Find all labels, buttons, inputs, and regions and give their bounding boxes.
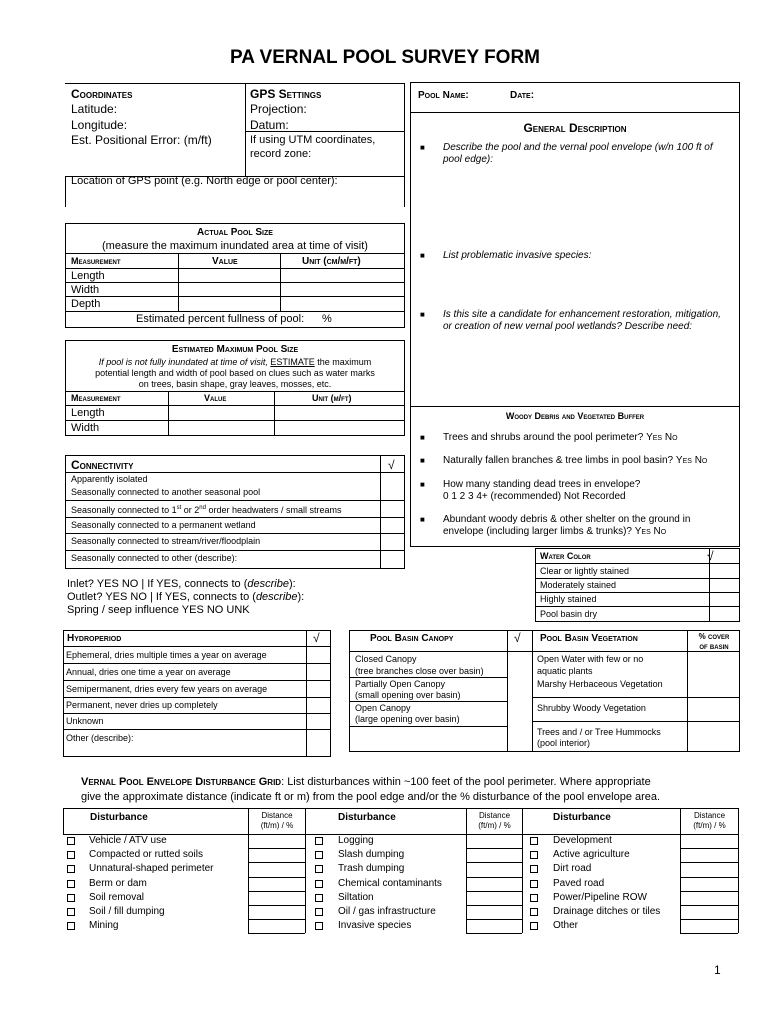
inlet-question: Inlet? YES NO | If YES, connects to (describe): — [67, 578, 296, 590]
distance-field[interactable] — [466, 933, 522, 934]
disturbance-checkbox[interactable] — [530, 851, 538, 859]
disturbance-item: Paved road — [553, 877, 605, 889]
general-description-heading: General Description — [523, 121, 627, 135]
water-basin-dry[interactable]: Pool basin dry — [540, 609, 598, 619]
disturbance-item: Compacted or rutted soils — [89, 849, 203, 861]
veg-shrubby[interactable]: Shrubby Woody Vegetation — [537, 703, 646, 713]
disturbance-checkbox[interactable] — [67, 837, 75, 845]
dead-trees-options[interactable]: 0 1 2 3 4+ (recommended) Not Recorded — [443, 491, 626, 502]
distance-field[interactable] — [466, 862, 522, 863]
depth-row-label: Depth — [71, 298, 101, 310]
distance-col-header-2: Distance (ft/m) / % — [478, 811, 511, 830]
measurement-col-header: Measurement — [71, 256, 121, 266]
longitude-label: Longitude: — [71, 118, 128, 132]
veg-open-water-desc: aquatic plants — [537, 666, 593, 676]
disturbance-item: Berm or dam — [89, 877, 147, 889]
restoration-candidate-prompt-2: or creation of new vernal pool wetlands? Describe need: — [443, 321, 693, 332]
grid-divider — [248, 834, 249, 933]
conn-row-seasonal-pool[interactable]: Seasonally connected to another seasonal pool — [71, 487, 261, 497]
disturbance-item: Active agriculture — [553, 849, 630, 861]
disturbance-checkbox[interactable] — [530, 865, 538, 873]
grid-divider — [305, 834, 306, 933]
canopy-partially-open[interactable]: Partially Open Canopy — [355, 679, 446, 689]
utm-note: If using UTM coordinates, — [250, 134, 376, 146]
hydroperiod-heading: Hydroperiod — [67, 633, 122, 644]
disturbance-checkbox[interactable] — [315, 851, 323, 859]
estimate-instructions-3: on trees, basin shape, gray leaves, mosses, etc. — [138, 379, 332, 389]
disturbance-checkbox[interactable] — [315, 922, 323, 930]
estimate-instructions-1: If pool is not fully inundated at time of visit, ESTIMATE the maximum — [98, 357, 372, 367]
distance-field[interactable] — [248, 848, 305, 849]
distance-field[interactable] — [466, 891, 522, 892]
value-col-header: Value — [212, 256, 238, 267]
distance-field[interactable] — [466, 877, 522, 878]
disturbance-item: Mining — [89, 920, 119, 932]
disturbance-checkbox[interactable] — [67, 865, 75, 873]
disturbance-grid-intro-2: give the approximate distance (indicate ft or m) from the pool edge and/or the % disturbance of the pool envelope area. — [81, 791, 661, 803]
disturbance-checkbox[interactable] — [530, 880, 538, 888]
disturbance-item: Siltation — [338, 891, 374, 903]
gps-point-location-label: Location of GPS point (e.g. North edge or pool center): — [71, 175, 338, 187]
disturbance-checkbox[interactable] — [67, 908, 75, 916]
conn-row-headwaters[interactable]: Seasonally connected to 1st or 2nd order headwaters / small streams — [71, 505, 342, 515]
coordinates-heading: Coordinates — [71, 87, 133, 101]
veg-trees-hummocks[interactable]: Trees and / or Tree Hummocks — [537, 727, 661, 737]
disturbance-grid-intro: Vernal Pool Envelope Disturbance Grid: List disturbances within ~100 feet of the pool perimeter. Where appropriate — [81, 776, 651, 788]
veg-open-water[interactable]: Open Water with few or no — [537, 654, 644, 664]
disturbance-item: Oil / gas infrastructure — [338, 906, 436, 917]
hydro-other[interactable]: Other (describe): — [66, 733, 134, 743]
gps-settings-heading: GPS Settings — [250, 87, 322, 101]
disturbance-item: Soil / fill dumping — [89, 906, 165, 917]
est-unit-col-header: Unit (m/ft) — [312, 393, 352, 403]
canopy-heading: Pool Basin Canopy — [370, 633, 454, 644]
disturbance-item: Drainage ditches or tiles — [553, 906, 661, 917]
distance-field[interactable] — [248, 919, 305, 920]
disturbance-checkbox[interactable] — [315, 908, 323, 916]
disturbance-item: Soil removal — [89, 891, 145, 903]
distance-col-header-3: Distance (ft/m) / % — [693, 811, 726, 830]
canopy-partially-open-desc: (small opening over basin) — [355, 690, 461, 700]
disturbance-item: Trash dumping — [338, 863, 405, 875]
canopy-open[interactable]: Open Canopy — [355, 703, 411, 713]
distance-field[interactable] — [680, 905, 738, 906]
date-label: Date: — [510, 90, 535, 101]
canopy-open-desc: (large opening over basin) — [355, 714, 460, 724]
length-row-label: Length — [71, 270, 105, 282]
veg-marshy[interactable]: Marshy Herbaceous Vegetation — [537, 679, 663, 689]
fullness-percent-sign: % — [322, 313, 332, 325]
outlet-question: Outlet? YES NO | If YES, connects to (describe): — [67, 591, 305, 603]
restoration-candidate-prompt: Is this site a candidate for enhancement restoration, mitigation, — [443, 309, 721, 320]
connectivity-check-header: √ — [388, 458, 395, 472]
page-number: 1 — [714, 963, 721, 977]
actual-pool-size-heading: Actual Pool Size — [197, 227, 273, 238]
disturbance-item: Power/Pipeline ROW — [553, 891, 647, 903]
disturbance-checkbox[interactable] — [67, 894, 75, 902]
grid-divider — [680, 834, 681, 933]
woody-debris-question: Abundant woody debris & other shelter on the ground in — [443, 514, 691, 525]
est-value-col-header: Value — [204, 393, 227, 403]
describe-pool-prompt-2: pool edge): — [443, 154, 494, 165]
unit-col-header: Unit (cm/m/ft) — [302, 256, 361, 267]
width-row-label: Width — [71, 284, 100, 296]
hydro-permanent[interactable]: Permanent, never dries up completely — [66, 700, 218, 710]
conn-row-isolated[interactable]: Apparently isolated — [71, 474, 148, 484]
hydroperiod-check-header: √ — [313, 631, 320, 645]
woody-debris-question-2: envelope (including larger limbs & trunks)? Yes No — [443, 526, 667, 537]
distance-col-header-1: Distance (ft/m) / % — [260, 811, 294, 830]
water-highly-stained[interactable]: Highly stained — [540, 594, 597, 604]
hydro-semipermanent[interactable]: Semipermanent, dries every few years on average — [66, 684, 268, 694]
distance-field[interactable] — [680, 933, 738, 934]
hydro-unknown[interactable]: Unknown — [66, 716, 104, 726]
woody-debris-heading: Woody Debris and Vegetated Buffer — [505, 411, 645, 421]
est-width-label: Width — [71, 422, 100, 434]
invasive-species-prompt: List problematic invasive species: — [443, 250, 592, 261]
disturbance-checkbox[interactable] — [530, 894, 538, 902]
dead-trees-question: How many standing dead trees in envelope? — [443, 479, 641, 490]
datum-label: Datum: — [250, 118, 289, 132]
disturbance-col-header-1: Disturbance — [90, 812, 148, 823]
fallen-branches-question: Naturally fallen branches & tree limbs in pool basin? Yes No — [443, 455, 708, 466]
disturbance-checkbox[interactable] — [530, 908, 538, 916]
actual-pool-size-subtitle: (measure the maximum inundated area at time of visit) — [102, 240, 368, 252]
spring-seep-question: Spring / seep influence YES NO UNK — [67, 604, 250, 616]
percent-cover-header: % cover of basin — [698, 632, 730, 651]
disturbance-item: Invasive species — [338, 920, 412, 932]
disturbance-checkbox[interactable] — [315, 880, 323, 888]
disturbance-checkbox[interactable] — [315, 894, 323, 902]
pool-name-label: Pool Name: — [418, 90, 469, 101]
canopy-closed-desc: (tree branches close over basin) — [355, 666, 484, 676]
distance-field[interactable] — [466, 919, 522, 920]
water-clear[interactable]: Clear or lightly stained — [540, 566, 630, 576]
disturbance-col-header-2: Disturbance — [338, 812, 396, 823]
distance-field[interactable] — [466, 848, 522, 849]
disturbance-checkbox[interactable] — [67, 880, 75, 888]
grid-divider — [522, 834, 523, 933]
distance-field[interactable] — [248, 905, 305, 906]
projection-label: Projection: — [250, 102, 307, 116]
distance-field[interactable] — [466, 905, 522, 906]
distance-field[interactable] — [248, 877, 305, 878]
veg-trees-hummocks-desc: (pool interior) — [537, 738, 591, 748]
disturbance-checkbox[interactable] — [67, 851, 75, 859]
hydro-annual[interactable]: Annual, dries one time a year on average — [66, 667, 231, 677]
distance-field[interactable] — [680, 848, 738, 849]
disturbance-checkbox[interactable] — [530, 837, 538, 845]
disturbance-item: Development — [553, 835, 612, 846]
disturbance-item: Slash dumping — [338, 849, 405, 861]
water-color-heading: Water Color — [540, 551, 591, 561]
vegetation-heading: Pool Basin Vegetation — [540, 633, 638, 644]
distance-field[interactable] — [248, 862, 305, 863]
water-color-check-header: √ — [707, 549, 714, 563]
hydro-ephemeral[interactable]: Ephemeral, dries multiple times a year on average — [66, 650, 267, 660]
utm-zone-label: record zone: — [250, 148, 312, 160]
page-title: PA VERNAL POOL SURVEY FORM — [229, 47, 541, 68]
distance-field[interactable] — [680, 862, 738, 863]
grid-divider — [466, 834, 467, 933]
disturbance-item: Unnatural-shaped perimeter — [89, 863, 214, 875]
distance-field[interactable] — [680, 877, 738, 878]
distance-field[interactable] — [680, 919, 738, 920]
fullness-label: Estimated percent fullness of pool: — [136, 313, 305, 325]
disturbance-item: Dirt road — [553, 863, 592, 875]
conn-row-other[interactable]: Seasonally connected to other (describe): — [71, 553, 238, 563]
water-moderately-stained[interactable]: Moderately stained — [540, 580, 617, 590]
distance-field[interactable] — [680, 891, 738, 892]
grid-divider — [738, 834, 739, 933]
conn-row-wetland[interactable]: Seasonally connected to a permanent wetland — [71, 520, 256, 530]
conn-row-stream[interactable]: Seasonally connected to stream/river/floodplain — [71, 536, 261, 546]
describe-pool-prompt: Describe the pool and the vernal pool envelope (w/n 100 ft of — [443, 142, 713, 153]
disturbance-col-header-3: Disturbance — [553, 812, 611, 823]
disturbance-checkbox[interactable] — [67, 922, 75, 930]
canopy-check-header: √ — [514, 631, 521, 645]
disturbance-item: Logging — [338, 835, 374, 846]
connectivity-heading: Connectivity — [71, 458, 134, 472]
disturbance-checkbox[interactable] — [315, 837, 323, 845]
distance-field[interactable] — [248, 891, 305, 892]
distance-field[interactable] — [248, 933, 305, 934]
trees-shrubs-question: Trees and shrubs around the pool perimeter? Yes No — [443, 432, 678, 443]
canopy-closed[interactable]: Closed Canopy — [355, 654, 417, 664]
disturbance-checkbox[interactable] — [530, 922, 538, 930]
positional-error-label: Est. Positional Error: (m/ft) — [71, 133, 212, 147]
estimated-max-heading: Estimated Maximum Pool Size — [171, 344, 299, 355]
disturbance-checkbox[interactable] — [315, 865, 323, 873]
disturbance-item: Vehicle / ATV use — [89, 835, 167, 846]
estimate-instructions-2: potential length and width of pool based on clues such as water marks — [95, 368, 375, 378]
latitude-label: Latitude: — [71, 102, 118, 116]
disturbance-item: Other — [553, 920, 579, 932]
est-length-label: Length — [71, 407, 105, 419]
est-measurement-col-header: Measurement — [71, 393, 121, 403]
disturbance-item: Chemical contaminants — [338, 877, 442, 889]
